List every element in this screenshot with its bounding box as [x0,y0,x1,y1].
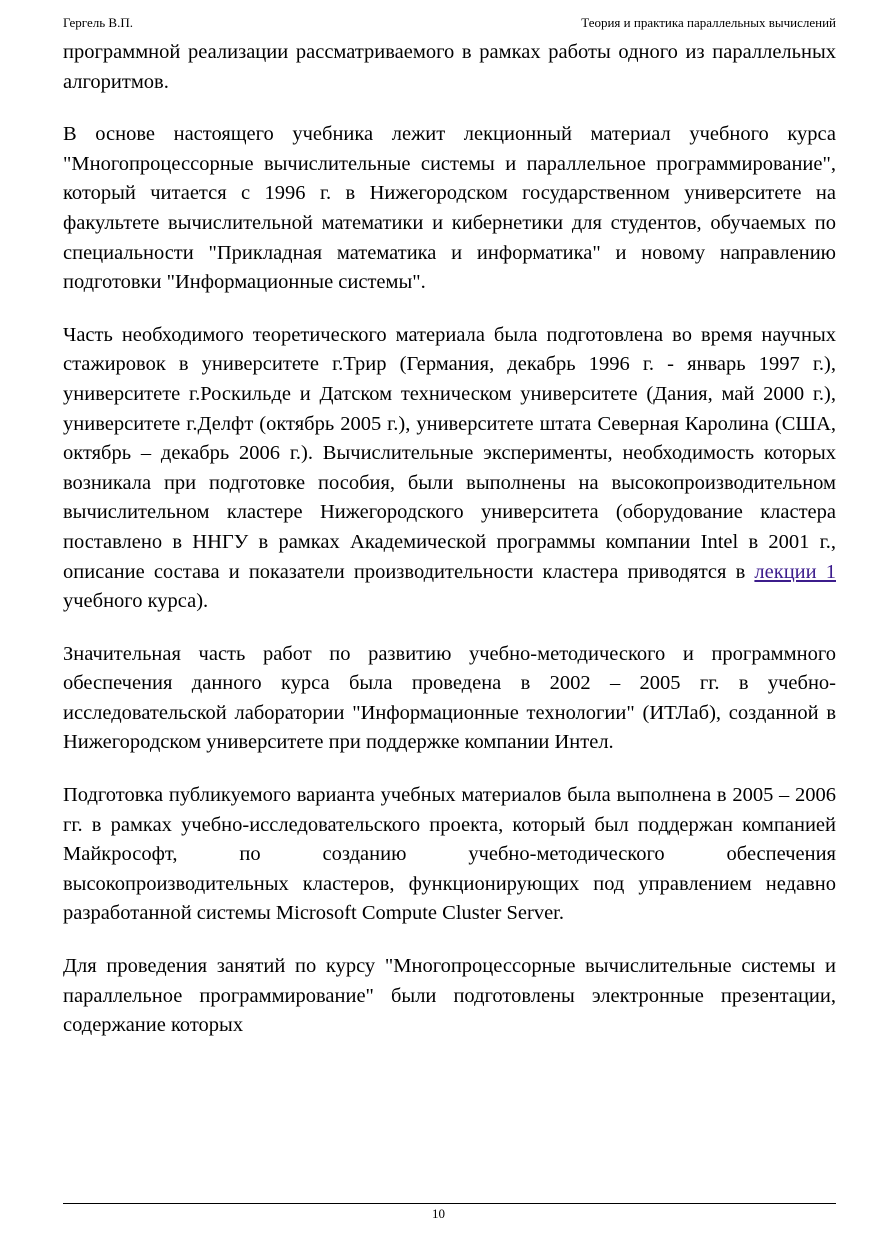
footer-divider [63,1203,836,1204]
page-number: 10 [432,1206,445,1221]
header-book-title: Теория и практика параллельных вычислений [581,15,836,30]
paragraph-presentations: Для проведения занятий по курсу "Многопроцессорные вычислительные системы и параллельное программирование" были подготовлены электронные презентации, содержание которых [63,955,836,1037]
paragraph-course-basis: В основе настоящего учебника лежит лекционный материал учебного курса "Многопроцессорные вычислительные системы и параллельное программирование", который читается с 1996 г. в Нижегородском государственном университете на факультете вычислительной математики и кибернетики для студентов, обучаемых по специальности "Прикладная математика и информатика" и новому направлению подготовки "Информационные системы". [63,123,836,294]
paragraph-itlab: Значительная часть работ по развитию учебно-методического и программного обеспечения данного курса была проведена в 2002 – 2005 гг. в учебно-исследовательской лаборатории "Информационные технологии" (ИТЛаб), созданной в Нижегородском университете при поддержке компании Интел. [63,642,836,754]
paragraph-internships-tail: учебного курса). [63,590,209,613]
lecture-1-link[interactable]: лекции 1 [754,560,836,583]
paragraph-microsoft-project: Подготовка публикуемого варианта учебных материалов была выполнена в 2005 – 2006 гг. в рамках учебно-исследовательского проекта, который был поддержан компанией Майкрософт, по созданию учебно-методического обеспечения высокопроизводительных кластеров, функционирующих под управлением недавно разработанной системы Microsoft Compute Cluster Server. [63,784,836,925]
page-header [63,14,836,32]
paragraph-continuation: программной реализации рассматриваемого в рамках работы одного из параллельных алгоритмов. [63,41,836,93]
paragraph-internships [63,321,836,617]
document-body [63,38,836,1040]
header-author: Гергель В.П. [63,15,133,30]
paragraph-internships-text: Часть необходимого теоретического материала была подготовлена во время научных стажировок в университете г.Трир (Германия, декабрь 1996 г. - январь 1997 г.), университете г.Роскильде и Датском техническом университете (Дания, май 2000 г.), университете г.Делфт (октябрь 2005 г.), университете штата Северная Каролина (США, октябрь – декабрь 2006 г.). Вычислительные эксперименты, необходимость которых возникала при подготовке пособия, были выполнены на высокопроизводительном вычислительном кластере Нижегородского университета (оборудование кластера поставлено в ННГУ в рамках Академической программы компании Intel в 2001 г., описание состава и показатели производительности кластера приводятся в [63,323,836,583]
